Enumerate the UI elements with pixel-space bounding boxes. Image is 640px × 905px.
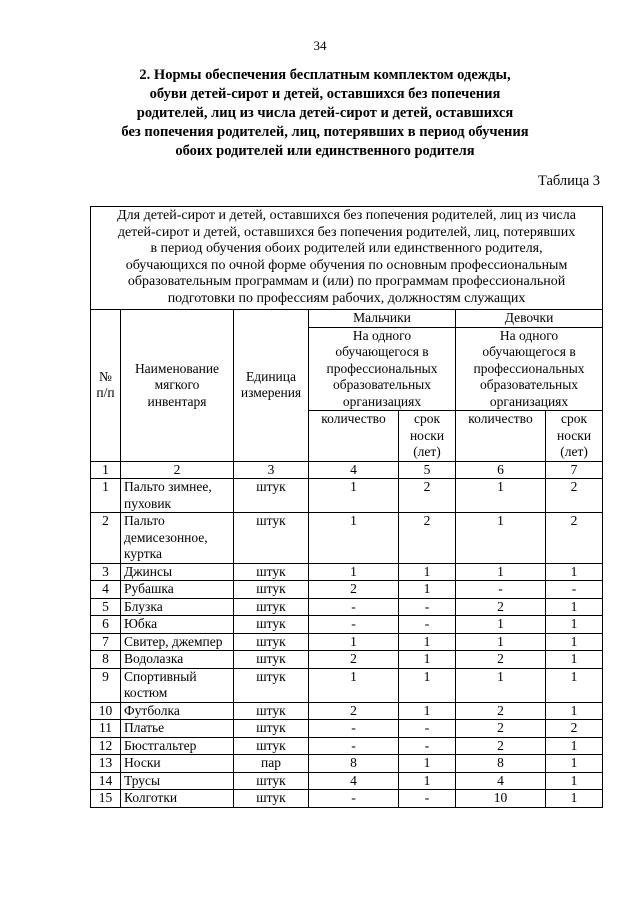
header-girls-per-student: На одного обучающегося в профессиональных образовательных организациях [456, 327, 603, 411]
boys-term: 1 [399, 668, 456, 702]
girls-term: 1 [546, 790, 603, 808]
header-unit: Единица измерения [234, 310, 309, 462]
boys-quantity: - [309, 790, 399, 808]
boys-quantity: 2 [309, 651, 399, 669]
title-line: родителей, лиц из числа детей-сирот и детей, оставшихся [136, 105, 514, 121]
item-name: Джинсы [121, 563, 234, 581]
girls-quantity: 1 [456, 513, 546, 564]
title-line: обуви детей-сирот и детей, оставшихся без попечения [149, 86, 501, 102]
boys-quantity: 1 [309, 633, 399, 651]
girls-quantity: 1 [456, 633, 546, 651]
header-row [91, 310, 603, 328]
header-name: Наименование мягкого инвентаря [121, 310, 234, 462]
table-row [91, 598, 603, 616]
item-name: Спортивный костюм [121, 668, 234, 702]
item-unit: штук [234, 633, 309, 651]
boys-term: 1 [399, 755, 456, 773]
item-unit: штук [234, 651, 309, 669]
header-boys-per-student: На одного обучающегося в профессиональных образовательных организациях [309, 327, 456, 411]
table-row [91, 772, 603, 790]
row-number: 2 [91, 513, 121, 564]
item-name: Колготки [121, 790, 234, 808]
table-row [91, 581, 603, 599]
boys-term: 1 [399, 651, 456, 669]
boys-quantity: 1 [309, 513, 399, 564]
intro-line: обучающихся по очной форме обучения по основным профессиональным [125, 257, 568, 273]
row-number: 10 [91, 702, 121, 720]
item-unit: штук [234, 513, 309, 564]
boys-term: 2 [399, 479, 456, 513]
item-name: Блузка [121, 598, 234, 616]
row-number: 6 [91, 616, 121, 634]
intro-row [91, 207, 603, 310]
row-number: 7 [91, 633, 121, 651]
girls-term: 1 [546, 598, 603, 616]
table-row [91, 563, 603, 581]
girls-term: 2 [546, 479, 603, 513]
boys-quantity: - [309, 616, 399, 634]
item-unit: штук [234, 720, 309, 738]
girls-term: 2 [546, 513, 603, 564]
girls-term: 1 [546, 702, 603, 720]
row-number: 8 [91, 651, 121, 669]
item-name: Водолазка [121, 651, 234, 669]
boys-quantity: 8 [309, 755, 399, 773]
item-name: Трусы [121, 772, 234, 790]
girls-term: 1 [546, 651, 603, 669]
table-row [91, 616, 603, 634]
girls-term: 1 [546, 737, 603, 755]
item-name: Пальто зимнее, пуховик [121, 479, 234, 513]
column-number: 5 [399, 461, 456, 479]
header-num: № п/п [91, 310, 121, 462]
girls-quantity: 2 [456, 720, 546, 738]
item-name: Платье [121, 720, 234, 738]
item-name: Футболка [121, 702, 234, 720]
boys-quantity: 2 [309, 702, 399, 720]
boys-term: - [399, 598, 456, 616]
item-unit: штук [234, 790, 309, 808]
column-number-row [91, 461, 603, 479]
item-unit: штук [234, 479, 309, 513]
item-unit: штук [234, 668, 309, 702]
boys-term: 1 [399, 581, 456, 599]
column-number: 2 [121, 461, 234, 479]
girls-quantity: 2 [456, 702, 546, 720]
item-name: Свитер, джемпер [121, 633, 234, 651]
boys-term: - [399, 616, 456, 634]
table-intro [91, 207, 603, 310]
item-unit: штук [234, 772, 309, 790]
girls-term: 1 [546, 563, 603, 581]
row-number: 13 [91, 755, 121, 773]
girls-term: 1 [546, 772, 603, 790]
table-row [91, 737, 603, 755]
header-boys: Мальчики [309, 310, 456, 328]
header-girls-term: срок носки (лет) [546, 411, 603, 462]
girls-quantity: 2 [456, 651, 546, 669]
girls-quantity: 1 [456, 479, 546, 513]
table-row [91, 513, 603, 564]
intro-line: образовательным программам и (или) по программам профессиональной [127, 274, 566, 289]
table-row [91, 790, 603, 808]
norms-table [90, 206, 603, 808]
row-number: 15 [91, 790, 121, 808]
table-row [91, 633, 603, 651]
item-unit: штук [234, 702, 309, 720]
boys-term: 2 [399, 513, 456, 564]
column-number: 4 [309, 461, 399, 479]
column-number: 6 [456, 461, 546, 479]
item-name: Пальто демисезонное, куртка [121, 513, 234, 564]
boys-quantity: 1 [309, 479, 399, 513]
table-row [91, 668, 603, 702]
page-number: 34 [313, 38, 327, 53]
boys-quantity: 4 [309, 772, 399, 790]
item-name: Бюстгальтер [121, 737, 234, 755]
girls-quantity: - [456, 581, 546, 599]
girls-quantity: 2 [456, 598, 546, 616]
item-unit: штук [234, 598, 309, 616]
header-boys-quantity: количество [309, 411, 399, 462]
boys-term: - [399, 737, 456, 755]
item-unit: штук [234, 616, 309, 634]
boys-quantity: 1 [309, 668, 399, 702]
girls-term: 1 [546, 633, 603, 651]
boys-term: 1 [399, 563, 456, 581]
row-number: 5 [91, 598, 121, 616]
table-row [91, 702, 603, 720]
section-title [110, 66, 540, 161]
table-label: Таблица 3 [537, 173, 600, 189]
girls-quantity: 4 [456, 772, 546, 790]
row-number: 1 [91, 479, 121, 513]
boys-term: 1 [399, 633, 456, 651]
table-row [91, 479, 603, 513]
column-number: 1 [91, 461, 121, 479]
table-row [91, 755, 603, 773]
title-line: обоих родителей или единственного родителя [175, 143, 475, 159]
item-unit: штук [234, 581, 309, 599]
boys-term: - [399, 720, 456, 738]
intro-line: Для детей-сирот и детей, оставшихся без попечения родителей, лиц из числа [117, 208, 576, 223]
boys-quantity: - [309, 598, 399, 616]
intro-line: в период обучения обоих родителей или единственного родителя, [150, 241, 543, 256]
girls-quantity: 1 [456, 668, 546, 702]
item-name: Юбка [121, 616, 234, 634]
boys-term: 1 [399, 702, 456, 720]
girls-quantity: 8 [456, 755, 546, 773]
girls-term: - [546, 581, 603, 599]
boys-term: 1 [399, 772, 456, 790]
boys-quantity: - [309, 720, 399, 738]
row-number: 12 [91, 737, 121, 755]
title-line: без попечения родителей, лиц, потерявших в период обучения [121, 124, 529, 140]
item-name: Рубашка [121, 581, 234, 599]
girls-quantity: 1 [456, 616, 546, 634]
table-row [91, 651, 603, 669]
row-number: 14 [91, 772, 121, 790]
item-unit: штук [234, 737, 309, 755]
title-line: 2. Нормы обеспечения бесплатным комплектом одежды, [139, 67, 511, 83]
column-number: 3 [234, 461, 309, 479]
intro-line: детей-сирот и детей, оставшихся без попечения родителей, лиц, потерявших [117, 224, 576, 240]
column-number: 7 [546, 461, 603, 479]
boys-quantity: 1 [309, 563, 399, 581]
row-number: 9 [91, 668, 121, 702]
boys-quantity: 2 [309, 581, 399, 599]
row-number: 11 [91, 720, 121, 738]
header-girls-quantity: количество [456, 411, 546, 462]
girls-term: 1 [546, 668, 603, 702]
row-number: 3 [91, 563, 121, 581]
girls-quantity: 1 [456, 563, 546, 581]
intro-line: подготовки по профессиям рабочих, должностям служащих [167, 290, 526, 306]
boys-term: - [399, 790, 456, 808]
table-row [91, 720, 603, 738]
header-boys-term: срок носки (лет) [399, 411, 456, 462]
girls-term: 1 [546, 755, 603, 773]
item-unit: пар [234, 755, 309, 773]
girls-quantity: 2 [456, 737, 546, 755]
girls-quantity: 10 [456, 790, 546, 808]
item-unit: штук [234, 563, 309, 581]
girls-term: 2 [546, 720, 603, 738]
item-name: Носки [121, 755, 234, 773]
boys-quantity: - [309, 737, 399, 755]
girls-term: 1 [546, 616, 603, 634]
header-girls: Девочки [456, 310, 603, 328]
row-number: 4 [91, 581, 121, 599]
